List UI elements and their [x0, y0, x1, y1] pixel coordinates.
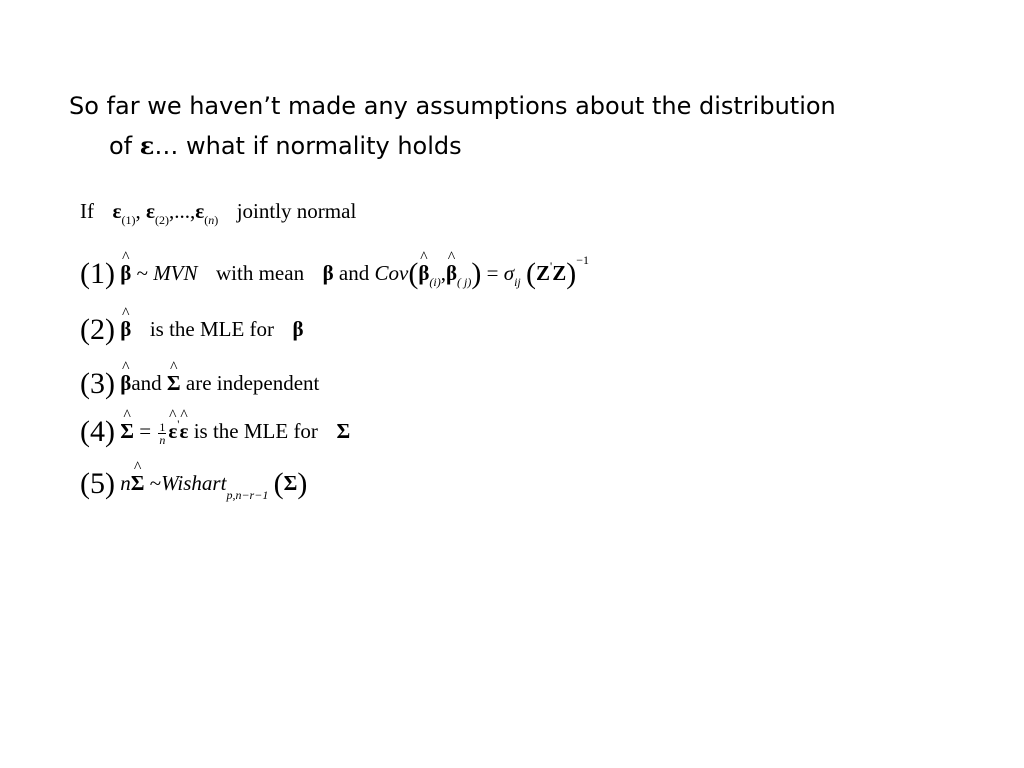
item-5-number: (5)	[80, 467, 115, 500]
mvn-label: MVN	[153, 261, 198, 285]
title-line-2	[69, 126, 969, 166]
idxn-close: )	[214, 213, 219, 227]
result-3	[80, 367, 319, 401]
sub-j: ( j)	[457, 275, 472, 289]
sigma: Σ	[283, 471, 298, 495]
epsilon-2: ε	[145, 199, 155, 223]
idxn-n: n	[208, 213, 215, 227]
z-matrix: Z	[536, 261, 551, 285]
beta-hat: ^ β	[120, 371, 131, 396]
ellipsis: ,...,	[168, 199, 196, 223]
sub-ij: ij	[514, 275, 521, 289]
idxn-open: (	[204, 213, 209, 227]
result-4	[80, 415, 350, 449]
beta: β	[322, 261, 334, 285]
sigma-hat: ^ Σ	[131, 471, 145, 496]
sub-i: (i)	[429, 275, 441, 289]
equals: =	[486, 261, 499, 285]
transpose-prime: '	[550, 259, 553, 273]
item-4-number: (4)	[80, 415, 115, 448]
n-scalar: n	[120, 471, 131, 495]
beta-hat-j: ^ β	[446, 261, 457, 286]
equals: =	[139, 419, 152, 443]
epsilon-1-index: (1)	[121, 213, 136, 227]
with-mean-label: with mean	[216, 261, 305, 285]
epsilon-hat-2: ^ ε	[179, 419, 188, 444]
transpose-prime: '	[177, 417, 180, 431]
jointly-normal-label: jointly normal	[236, 199, 357, 223]
and-label: and	[131, 371, 162, 395]
epsilon-1: ε	[112, 199, 122, 223]
result-5: (5) n^ Σ ~Wishart$_{p,n-r-1}$ (Σ)	[80, 467, 307, 503]
mle-label: is the MLE for	[149, 317, 275, 341]
title-line-1: So far we haven’t made any assumptions about the distribution	[69, 92, 836, 120]
beta-hat: ^ β	[120, 261, 131, 286]
result-2	[80, 313, 304, 347]
wishart-subscript: p,n−r−1	[226, 488, 269, 502]
independent-label: are independent	[185, 371, 320, 395]
beta: β	[292, 317, 304, 341]
sigma-hat: ^ Σ	[120, 419, 134, 444]
z-matrix-2: Z	[552, 261, 567, 285]
if-label: If	[80, 199, 94, 223]
epsilon-2-index: (2)	[154, 213, 169, 227]
frac-denominator: n	[159, 432, 166, 447]
epsilon-hat: ^ ε	[168, 419, 177, 444]
cov-label: Cov	[374, 261, 409, 285]
title-line-2-suffix: … what if normality holds	[154, 132, 462, 160]
sigma-hat: ^ Σ	[167, 371, 181, 396]
item-1-number: (1)	[80, 257, 115, 290]
beta-hat: ^ β	[120, 317, 131, 342]
sigma-ij: σ	[503, 261, 515, 285]
and-label: and	[338, 261, 370, 285]
epsilon-n-index	[204, 213, 218, 227]
wishart-label: Wishart	[161, 471, 227, 495]
mle-label: is the MLE for	[193, 419, 318, 443]
sigma: Σ	[336, 419, 351, 443]
slide-title	[69, 86, 969, 166]
epsilon-symbol: ε	[139, 131, 155, 160]
one-over-n	[158, 421, 166, 446]
tilde: ~	[149, 471, 162, 495]
frac-numerator: 1	[159, 419, 166, 434]
inverse-exponent: −1	[576, 253, 589, 267]
item-2-number: (2)	[80, 313, 115, 346]
tilde: ~	[136, 261, 148, 285]
assumption-line: If $\varepsilon_{(1)}$, $\varepsilon_{(2)},...,\varepsilon_{(n)}$ jointly normal	[80, 199, 357, 227]
item-3-number: (3)	[80, 367, 115, 400]
title-line-2-prefix: of	[109, 132, 140, 160]
epsilon-n: ε	[195, 199, 205, 223]
beta-hat-i: ^ β	[418, 261, 429, 286]
result-1: (1) ^ β ~ MVN with mean β and Cov(^ $\beta_{(i)},\^{}$ $\beta_{( j)}) = \sigma_{ij}$ $(Z'Z)^{-1}$	[80, 253, 589, 291]
